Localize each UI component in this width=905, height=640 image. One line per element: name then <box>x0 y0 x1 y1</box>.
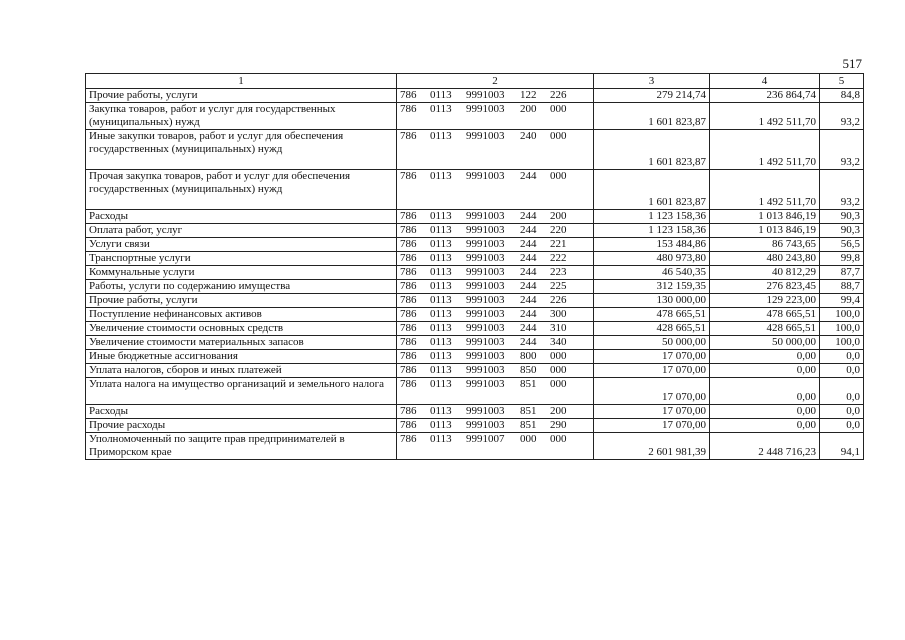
header-col-2: 2 <box>397 74 594 89</box>
code-part: 9991003 <box>466 252 505 264</box>
code-part: 000 <box>550 350 567 362</box>
code-part: 0113 <box>430 266 452 278</box>
code-part: 0113 <box>430 322 452 334</box>
row-executed: 86 743,65 <box>710 238 820 252</box>
row-percent: 0,0 <box>820 419 864 433</box>
code-part: 786 <box>400 89 417 101</box>
code-part: 244 <box>520 224 537 236</box>
code-part: 786 <box>400 364 417 376</box>
code-part: 786 <box>400 238 417 250</box>
row-code <box>397 103 594 130</box>
code-part: 122 <box>520 89 537 101</box>
code-part: 0113 <box>430 280 452 292</box>
code-part: 0113 <box>430 433 452 445</box>
table-row <box>86 294 864 308</box>
header-col-1: 1 <box>86 74 397 89</box>
row-percent: 93,2 <box>820 170 864 210</box>
row-name: Прочие расходы <box>86 419 397 433</box>
row-code <box>397 294 594 308</box>
code-part: 851 <box>520 419 537 431</box>
row-code <box>397 336 594 350</box>
code-part: 9991003 <box>466 350 505 362</box>
code-part: 9991003 <box>466 419 505 431</box>
row-code <box>397 419 594 433</box>
row-name: Расходы <box>86 405 397 419</box>
table-row <box>86 252 864 266</box>
code-part: 786 <box>400 170 417 182</box>
row-code <box>397 130 594 170</box>
row-percent: 100,0 <box>820 336 864 350</box>
code-part: 310 <box>550 322 567 334</box>
code-part: 786 <box>400 308 417 320</box>
row-executed: 0,00 <box>710 350 820 364</box>
page-number: 517 <box>842 56 862 71</box>
row-name: Прочая закупка товаров, работ и услуг для обеспечения государственных (муниципальных) нужд <box>86 170 397 210</box>
row-percent: 87,7 <box>820 266 864 280</box>
row-code <box>397 364 594 378</box>
code-part: 9991003 <box>466 364 505 376</box>
code-part: 000 <box>550 378 567 390</box>
row-name: Иные закупки товаров, работ и услуг для обеспечения государственных (муниципальных) нужд <box>86 130 397 170</box>
row-name: Уплата налогов, сборов и иных платежей <box>86 364 397 378</box>
row-percent: 0,0 <box>820 405 864 419</box>
row-name: Прочие работы, услуги <box>86 294 397 308</box>
row-executed: 1 013 846,19 <box>710 210 820 224</box>
row-code <box>397 308 594 322</box>
row-code <box>397 280 594 294</box>
row-approved: 279 214,74 <box>594 89 710 103</box>
row-code <box>397 378 594 405</box>
code-part: 0113 <box>430 336 452 348</box>
code-part: 200 <box>520 103 537 115</box>
row-executed: 1 492 511,70 <box>710 130 820 170</box>
code-part: 0113 <box>430 238 452 250</box>
code-part: 0113 <box>430 210 452 222</box>
row-approved: 17 070,00 <box>594 405 710 419</box>
code-part: 9991003 <box>466 308 505 320</box>
table-row <box>86 103 864 130</box>
row-approved: 1 123 158,36 <box>594 210 710 224</box>
code-part: 0113 <box>430 170 452 182</box>
code-part: 225 <box>550 280 567 292</box>
table-row <box>86 266 864 280</box>
code-part: 223 <box>550 266 567 278</box>
row-name: Услуги связи <box>86 238 397 252</box>
row-code <box>397 405 594 419</box>
code-part: 244 <box>520 238 537 250</box>
code-part: 9991003 <box>466 322 505 334</box>
code-part: 9991003 <box>466 210 505 222</box>
code-part: 851 <box>520 405 537 417</box>
row-percent: 99,4 <box>820 294 864 308</box>
code-part: 0113 <box>430 103 452 115</box>
code-part: 340 <box>550 336 567 348</box>
row-approved: 17 070,00 <box>594 378 710 405</box>
row-name: Уполномоченный по защите прав предпринимателей в Приморском крае <box>86 433 397 460</box>
table-row <box>86 433 864 460</box>
code-part: 0113 <box>430 405 452 417</box>
row-approved: 480 973,80 <box>594 252 710 266</box>
code-part: 220 <box>550 224 567 236</box>
table-row <box>86 89 864 103</box>
row-approved: 50 000,00 <box>594 336 710 350</box>
row-name: Транспортные услуги <box>86 252 397 266</box>
row-name: Уплата налога на имущество организаций и земельного налога <box>86 378 397 405</box>
code-part: 9991003 <box>466 89 505 101</box>
code-part: 0113 <box>430 89 452 101</box>
table-row <box>86 350 864 364</box>
code-part: 786 <box>400 130 417 142</box>
row-approved: 17 070,00 <box>594 419 710 433</box>
row-percent: 0,0 <box>820 350 864 364</box>
table-row <box>86 130 864 170</box>
code-part: 244 <box>520 322 537 334</box>
row-approved: 153 484,86 <box>594 238 710 252</box>
row-percent: 94,1 <box>820 433 864 460</box>
table-row <box>86 308 864 322</box>
code-part: 786 <box>400 224 417 236</box>
header-col-4: 4 <box>710 74 820 89</box>
row-percent: 84,8 <box>820 89 864 103</box>
row-name: Поступление нефинансовых активов <box>86 308 397 322</box>
row-approved: 46 540,35 <box>594 266 710 280</box>
code-part: 9991003 <box>466 266 505 278</box>
code-part: 851 <box>520 378 537 390</box>
code-part: 0113 <box>430 419 452 431</box>
code-part: 0113 <box>430 350 452 362</box>
code-part: 222 <box>550 252 567 264</box>
row-approved: 1 601 823,87 <box>594 103 710 130</box>
code-part: 786 <box>400 252 417 264</box>
row-code <box>397 350 594 364</box>
row-percent: 93,2 <box>820 103 864 130</box>
row-name: Иные бюджетные ассигнования <box>86 350 397 364</box>
row-executed: 236 864,74 <box>710 89 820 103</box>
code-part: 786 <box>400 350 417 362</box>
table-row <box>86 419 864 433</box>
header-col-3: 3 <box>594 74 710 89</box>
table-row <box>86 280 864 294</box>
row-executed: 0,00 <box>710 405 820 419</box>
code-part: 000 <box>550 103 567 115</box>
row-approved: 2 601 981,39 <box>594 433 710 460</box>
row-code <box>397 322 594 336</box>
table-row <box>86 322 864 336</box>
code-part: 226 <box>550 89 567 101</box>
code-part: 9991003 <box>466 405 505 417</box>
code-part: 0113 <box>430 294 452 306</box>
row-executed: 0,00 <box>710 378 820 405</box>
code-part: 0113 <box>430 364 452 376</box>
row-name: Работы, услуги по содержанию имущества <box>86 280 397 294</box>
row-percent: 0,0 <box>820 378 864 405</box>
code-part: 9991003 <box>466 130 505 142</box>
row-executed: 0,00 <box>710 419 820 433</box>
row-percent: 93,2 <box>820 130 864 170</box>
code-part: 244 <box>520 308 537 320</box>
code-part: 786 <box>400 266 417 278</box>
row-executed: 50 000,00 <box>710 336 820 350</box>
row-code <box>397 238 594 252</box>
row-percent: 99,8 <box>820 252 864 266</box>
row-approved: 1 123 158,36 <box>594 224 710 238</box>
code-part: 000 <box>520 433 537 445</box>
code-part: 200 <box>550 210 567 222</box>
code-part: 786 <box>400 322 417 334</box>
row-executed: 1 013 846,19 <box>710 224 820 238</box>
code-part: 800 <box>520 350 537 362</box>
row-percent: 100,0 <box>820 308 864 322</box>
code-part: 786 <box>400 210 417 222</box>
code-part: 244 <box>520 170 537 182</box>
row-executed: 0,00 <box>710 364 820 378</box>
row-percent: 90,3 <box>820 210 864 224</box>
header-row <box>86 74 864 89</box>
table-row <box>86 238 864 252</box>
row-executed: 1 492 511,70 <box>710 170 820 210</box>
row-approved: 17 070,00 <box>594 364 710 378</box>
row-name: Закупка товаров, работ и услуг для государственных (муниципальных) нужд <box>86 103 397 130</box>
row-name: Увеличение стоимости материальных запасов <box>86 336 397 350</box>
code-part: 9991003 <box>466 280 505 292</box>
code-part: 9991007 <box>466 433 505 445</box>
table-row <box>86 405 864 419</box>
code-part: 850 <box>520 364 537 376</box>
code-part: 000 <box>550 433 567 445</box>
code-part: 0113 <box>430 252 452 264</box>
row-executed: 480 243,80 <box>710 252 820 266</box>
row-code <box>397 266 594 280</box>
row-executed: 276 823,45 <box>710 280 820 294</box>
row-percent: 0,0 <box>820 364 864 378</box>
row-approved: 428 665,51 <box>594 322 710 336</box>
row-percent: 88,7 <box>820 280 864 294</box>
row-percent: 56,5 <box>820 238 864 252</box>
table-row <box>86 336 864 350</box>
row-approved: 1 601 823,87 <box>594 170 710 210</box>
header-col-5: 5 <box>820 74 864 89</box>
code-part: 0113 <box>430 130 452 142</box>
table-row <box>86 170 864 210</box>
code-part: 9991003 <box>466 294 505 306</box>
code-part: 786 <box>400 405 417 417</box>
row-name: Прочие работы, услуги <box>86 89 397 103</box>
code-part: 244 <box>520 280 537 292</box>
row-approved: 1 601 823,87 <box>594 130 710 170</box>
row-approved: 17 070,00 <box>594 350 710 364</box>
code-part: 244 <box>520 252 537 264</box>
table-row <box>86 210 864 224</box>
code-part: 300 <box>550 308 567 320</box>
code-part: 9991003 <box>466 378 505 390</box>
code-part: 786 <box>400 336 417 348</box>
code-part: 226 <box>550 294 567 306</box>
code-part: 221 <box>550 238 567 250</box>
code-part: 786 <box>400 378 417 390</box>
row-name: Коммунальные услуги <box>86 266 397 280</box>
code-part: 244 <box>520 266 537 278</box>
row-code <box>397 252 594 266</box>
table-row <box>86 224 864 238</box>
code-part: 244 <box>520 210 537 222</box>
row-code <box>397 210 594 224</box>
code-part: 786 <box>400 103 417 115</box>
table-body <box>86 89 864 460</box>
row-name: Увеличение стоимости основных средств <box>86 322 397 336</box>
code-part: 244 <box>520 336 537 348</box>
row-percent: 100,0 <box>820 322 864 336</box>
row-name: Расходы <box>86 210 397 224</box>
code-part: 244 <box>520 294 537 306</box>
row-approved: 130 000,00 <box>594 294 710 308</box>
code-part: 000 <box>550 364 567 376</box>
code-part: 786 <box>400 280 417 292</box>
row-executed: 478 665,51 <box>710 308 820 322</box>
row-approved: 478 665,51 <box>594 308 710 322</box>
row-executed: 428 665,51 <box>710 322 820 336</box>
code-part: 9991003 <box>466 336 505 348</box>
row-approved: 312 159,35 <box>594 280 710 294</box>
code-part: 200 <box>550 405 567 417</box>
code-part: 000 <box>550 170 567 182</box>
code-part: 9991003 <box>466 170 505 182</box>
row-code <box>397 170 594 210</box>
table-row <box>86 378 864 405</box>
code-part: 9991003 <box>466 238 505 250</box>
row-code <box>397 224 594 238</box>
code-part: 290 <box>550 419 567 431</box>
row-executed: 40 812,29 <box>710 266 820 280</box>
row-percent: 90,3 <box>820 224 864 238</box>
row-executed: 129 223,00 <box>710 294 820 308</box>
code-part: 0113 <box>430 224 452 236</box>
row-executed: 2 448 716,23 <box>710 433 820 460</box>
code-part: 240 <box>520 130 537 142</box>
code-part: 786 <box>400 419 417 431</box>
code-part: 000 <box>550 130 567 142</box>
row-code <box>397 433 594 460</box>
code-part: 9991003 <box>466 224 505 236</box>
code-part: 786 <box>400 294 417 306</box>
code-part: 9991003 <box>466 103 505 115</box>
code-part: 786 <box>400 433 417 445</box>
row-name: Оплата работ, услуг <box>86 224 397 238</box>
budget-table <box>85 73 864 460</box>
table-row <box>86 364 864 378</box>
row-executed: 1 492 511,70 <box>710 103 820 130</box>
code-part: 0113 <box>430 378 452 390</box>
row-code <box>397 89 594 103</box>
code-part: 0113 <box>430 308 452 320</box>
